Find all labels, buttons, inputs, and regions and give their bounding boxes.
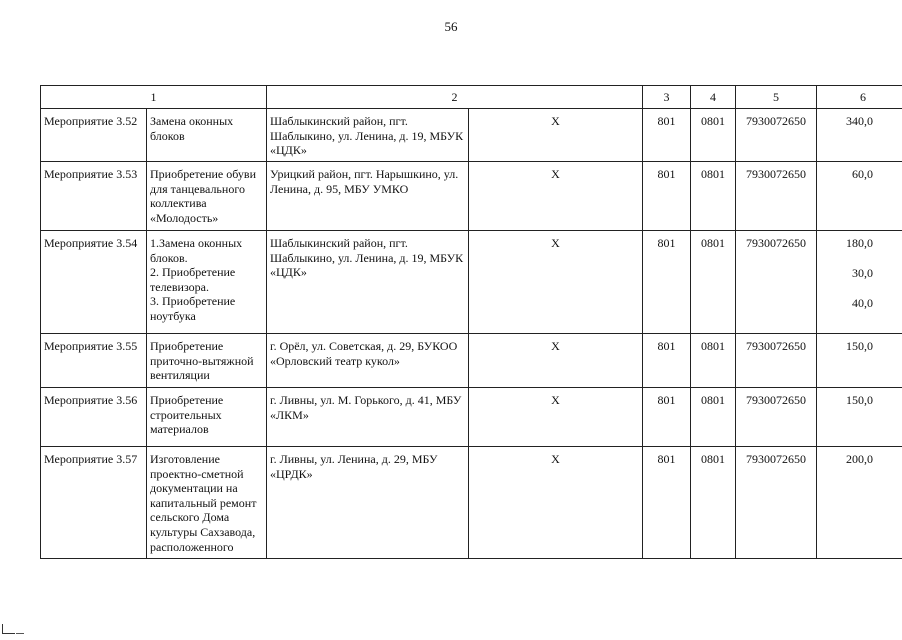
event-name-line: Приобретение обуви для танцевального коллектива «Молодость»: [150, 167, 256, 225]
location-cell: г. Ливны, ул. Ленина, д. 29, МБУ «ЦРДК»: [267, 447, 469, 559]
column-6-cell: 7930072650: [736, 388, 817, 447]
location-cell: г. Орёл, ул. Советская, д. 29, БУКОО «Орловский театр кукол»: [267, 334, 469, 388]
event-name-line: 3. Приобретение ноутбука: [150, 294, 236, 323]
event-name-cell: [147, 388, 267, 447]
column-3-cell: Х: [469, 162, 643, 231]
column-5-cell: 0801: [691, 334, 736, 388]
column-3-cell: Х: [469, 231, 643, 334]
header-cell-6: 6: [817, 86, 902, 109]
column-4-cell: 801: [643, 109, 691, 162]
header-cell-5: 5: [736, 86, 817, 109]
amount-cell: [817, 388, 902, 447]
column-4-cell: 801: [643, 388, 691, 447]
column-6-cell: 7930072650: [736, 109, 817, 162]
table-row: [41, 162, 902, 231]
table-body: [41, 86, 902, 559]
event-name-line: 2. Приобретение телевизора.: [150, 265, 236, 294]
event-name-cell: [147, 162, 267, 231]
event-id-cell: Мероприятие 3.56: [41, 388, 147, 447]
amount-value: 340,0: [846, 114, 873, 128]
column-6-cell: 7930072650: [736, 231, 817, 334]
header-cell-3: 3: [643, 86, 691, 109]
event-name-cell: [147, 109, 267, 162]
table-row: [41, 109, 902, 162]
budget-table: [40, 85, 902, 559]
column-3-cell: Х: [469, 388, 643, 447]
column-4-cell: 801: [643, 334, 691, 388]
location-cell: г. Ливны, ул. М. Горького, д. 41, МБУ «ЛКМ»: [267, 388, 469, 447]
amount-cell: [817, 109, 902, 162]
column-5-cell: 0801: [691, 109, 736, 162]
column-6-cell: 7930072650: [736, 447, 817, 559]
column-4-cell: 801: [643, 162, 691, 231]
header-cell-1: 1: [41, 86, 267, 109]
header-cell-2: 2: [267, 86, 643, 109]
location-cell: Урицкий район, пгт. Нарышкино, ул. Ленина, д. 95, МБУ УМКО: [267, 162, 469, 231]
table-row: [41, 334, 902, 388]
corner-mark: [2, 624, 15, 634]
amount-cell: [817, 231, 902, 334]
event-name-line: Замена оконных блоков: [150, 114, 234, 143]
event-id-cell: Мероприятие 3.57: [41, 447, 147, 559]
column-4-cell: 801: [643, 447, 691, 559]
event-name-cell: [147, 231, 267, 334]
column-5-cell: 0801: [691, 231, 736, 334]
amount-cell: [817, 334, 902, 388]
amount-value: 150,0: [846, 339, 873, 353]
amount-cell: [817, 162, 902, 231]
event-id-cell: Мероприятие 3.53: [41, 162, 147, 231]
amount-value: 200,0: [846, 452, 873, 466]
table-row: [41, 388, 902, 447]
column-3-cell: Х: [469, 334, 643, 388]
column-5-cell: 0801: [691, 447, 736, 559]
event-id-cell: Мероприятие 3.55: [41, 334, 147, 388]
column-5-cell: 0801: [691, 388, 736, 447]
column-3-cell: Х: [469, 109, 643, 162]
event-id-cell: Мероприятие 3.54: [41, 231, 147, 334]
amount-value: 30,0: [852, 266, 873, 281]
event-name-line: Изготовление проектно-сметной документации на капитальный ремонт сельского Дома культуры Сахзавода, расположенного: [150, 452, 257, 554]
column-6-cell: 7930072650: [736, 162, 817, 231]
location-cell: Шаблыкинский район, пгт. Шаблыкино, ул. Ленина, д. 19, МБУК «ЦДК»: [267, 109, 469, 162]
event-id-cell: Мероприятие 3.52: [41, 109, 147, 162]
amount-value: 40,0: [852, 296, 873, 311]
page-number: 56: [444, 19, 458, 34]
column-5-cell: 0801: [691, 162, 736, 231]
header-cell-4: 4: [691, 86, 736, 109]
table-row: [41, 447, 902, 559]
header-row: [41, 86, 902, 109]
table-row: [41, 231, 902, 334]
event-name-line: Приобретение строительных материалов: [150, 393, 224, 437]
event-name-line: 1.Замена оконных блоков.: [150, 236, 243, 265]
event-name-line: Приобретение приточно-вытяжной вентиляции: [150, 339, 254, 383]
column-6-cell: 7930072650: [736, 334, 817, 388]
column-3-cell: Х: [469, 447, 643, 559]
amount-value: 60,0: [852, 167, 873, 181]
column-4-cell: 801: [643, 231, 691, 334]
amount-cell: [817, 447, 902, 559]
amount-value: 150,0: [846, 393, 873, 407]
event-name-cell: [147, 447, 267, 559]
location-cell: Шаблыкинский район, пгт. Шаблыкино, ул. Ленина, д. 19, МБУК «ЦДК»: [267, 231, 469, 334]
event-name-cell: [147, 334, 267, 388]
amount-value: 180,0: [846, 236, 873, 250]
